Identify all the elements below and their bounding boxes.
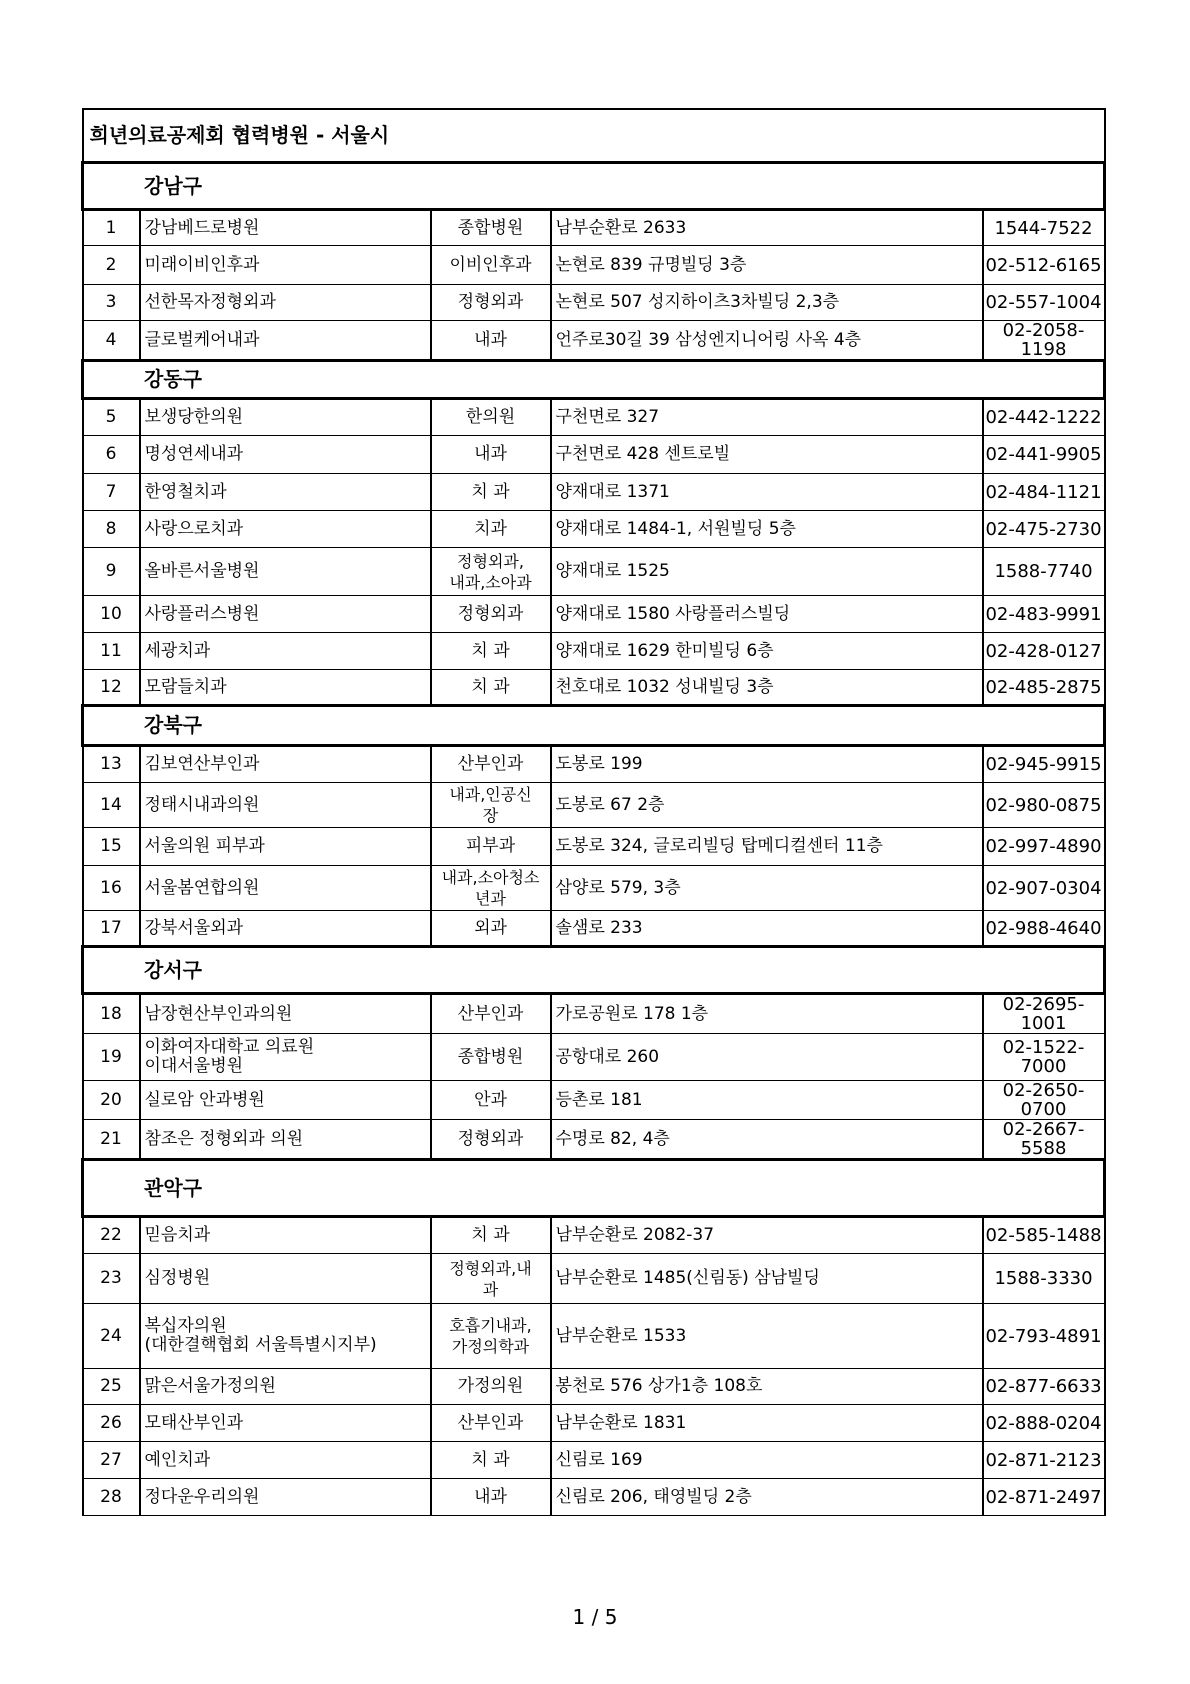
phone: 02-483-9991 [983,596,1105,633]
phone: 02-2695-1001 [983,994,1105,1034]
district-name: 강동구 [83,361,1105,399]
address: 양재대로 1525 [551,548,983,596]
phone: 02-441-9905 [983,436,1105,474]
row-number: 11 [83,633,140,670]
row-number: 24 [83,1304,140,1369]
table-row [83,828,1105,866]
address: 논현로 839 규명빌딩 3층 [551,246,983,285]
row-number: 18 [83,994,140,1034]
phone: 02-428-0127 [983,633,1105,670]
address: 천호대로 1032 성내빌딩 3층 [551,670,983,706]
table-row [83,1217,1105,1254]
table-row [83,548,1105,596]
hospital-name: 정태시내과의원 [140,783,431,828]
department: 종합병원 [431,1034,551,1081]
phone: 02-475-2730 [983,511,1105,548]
hospital-name: 이화여자대학교 의료원 이대서울병원 [140,1034,431,1081]
hospital-name: 강북서울외과 [140,911,431,947]
department: 안과 [431,1081,551,1120]
address: 공항대로 260 [551,1034,983,1081]
hospital-name: 김보연산부인과 [140,746,431,783]
phone: 02-871-2497 [983,1479,1105,1516]
hospital-name: 맑은서울가정의원 [140,1369,431,1405]
phone: 02-512-6165 [983,246,1105,285]
phone: 02-997-4890 [983,828,1105,866]
address: 솔샘로 233 [551,911,983,947]
row-number: 27 [83,1442,140,1479]
phone: 02-485-2875 [983,670,1105,706]
hospital-name: 참조은 정형외과 의원 [140,1120,431,1160]
phone: 02-1522-7000 [983,1034,1105,1081]
address: 양재대로 1629 한미빌딩 6층 [551,633,983,670]
address: 삼양로 579, 3층 [551,866,983,911]
row-number: 1 [83,210,140,246]
phone: 02-2650-0700 [983,1081,1105,1120]
district-name: 강북구 [83,706,1105,746]
table-row [83,399,1105,436]
hospital-name: 강남베드로병원 [140,210,431,246]
table-row [83,1254,1105,1304]
department: 산부인과 [431,1405,551,1442]
row-number: 20 [83,1081,140,1120]
table-row [83,1120,1105,1160]
hospital-name: 서울의원 피부과 [140,828,431,866]
title-row [83,109,1105,163]
row-number: 23 [83,1254,140,1304]
address: 남부순환로 2633 [551,210,983,246]
address: 수명로 82, 4층 [551,1120,983,1160]
row-number: 26 [83,1405,140,1442]
hospital-name: 보생당한의원 [140,399,431,436]
address: 도봉로 324, 글로리빌딩 탑메디컬센터 11층 [551,828,983,866]
district-header [83,1160,1105,1217]
table-row [83,1034,1105,1081]
row-number: 5 [83,399,140,436]
hospital-name: 사랑으로치과 [140,511,431,548]
address: 가로공원로 178 1층 [551,994,983,1034]
row-number: 16 [83,866,140,911]
hospital-name: 올바른서울병원 [140,548,431,596]
department: 정형외과,내 과 [431,1254,551,1304]
table-row [83,994,1105,1034]
table-row [83,1442,1105,1479]
department: 치 과 [431,1217,551,1254]
department: 한의원 [431,399,551,436]
table-row [83,210,1105,246]
row-number: 2 [83,246,140,285]
department: 내과 [431,436,551,474]
address: 언주로30길 39 삼성엔지니어링 사옥 4층 [551,321,983,361]
hospital-name: 모람들치과 [140,670,431,706]
address: 남부순환로 1533 [551,1304,983,1369]
phone: 02-988-4640 [983,911,1105,947]
department: 치 과 [431,633,551,670]
district-name: 강서구 [83,947,1105,994]
table-row [83,596,1105,633]
table-row [83,511,1105,548]
table-row [83,783,1105,828]
row-number: 12 [83,670,140,706]
phone: 02-871-2123 [983,1442,1105,1479]
table-row [83,1405,1105,1442]
row-number: 19 [83,1034,140,1081]
department: 정형외과 [431,1120,551,1160]
department: 내과 [431,321,551,361]
table-row [83,911,1105,947]
hospital-name: 믿음치과 [140,1217,431,1254]
row-number: 13 [83,746,140,783]
row-number: 25 [83,1369,140,1405]
address: 도봉로 67 2층 [551,783,983,828]
phone: 02-585-1488 [983,1217,1105,1254]
district-header [83,361,1105,399]
phone: 02-907-0304 [983,866,1105,911]
phone: 02-2667-5588 [983,1120,1105,1160]
address: 봉천로 576 상가1층 108호 [551,1369,983,1405]
department: 외과 [431,911,551,947]
address: 신림로 206, 태영빌딩 2층 [551,1479,983,1516]
phone: 02-980-0875 [983,783,1105,828]
address: 양재대로 1371 [551,474,983,511]
row-number: 28 [83,1479,140,1516]
department: 내과 [431,1479,551,1516]
address: 신림로 169 [551,1442,983,1479]
address: 양재대로 1484-1, 서원빌딩 5층 [551,511,983,548]
table-row [83,246,1105,285]
address: 남부순환로 1485(신림동) 삼남빌딩 [551,1254,983,1304]
table-row [83,1081,1105,1120]
row-number: 22 [83,1217,140,1254]
department: 치 과 [431,474,551,511]
district-name: 관악구 [83,1160,1105,1217]
page-number: 1 / 5 [572,1605,618,1629]
hospital-name: 정다운우리의원 [140,1479,431,1516]
district-name: 강남구 [83,163,1105,210]
hospital-name: 선한목자정형외과 [140,285,431,321]
row-number: 7 [83,474,140,511]
department: 정형외과 [431,285,551,321]
address: 구천면로 428 센트로빌 [551,436,983,474]
page-title: 희년의료공제회 협력병원 - 서울시 [83,109,1105,163]
row-number: 10 [83,596,140,633]
phone: 02-793-4891 [983,1304,1105,1369]
table-row [83,285,1105,321]
department: 산부인과 [431,746,551,783]
department: 종합병원 [431,210,551,246]
phone: 02-557-1004 [983,285,1105,321]
row-number: 4 [83,321,140,361]
address: 논현로 507 성지하이츠3차빌딩 2,3층 [551,285,983,321]
table-row [83,670,1105,706]
row-number: 8 [83,511,140,548]
address: 등촌로 181 [551,1081,983,1120]
row-number: 9 [83,548,140,596]
phone: 1588-7740 [983,548,1105,596]
phone: 02-2058-1198 [983,321,1105,361]
department: 내과,소아청소 년과 [431,866,551,911]
hospital-name: 모태산부인과 [140,1405,431,1442]
district-header [83,163,1105,210]
row-number: 6 [83,436,140,474]
row-number: 17 [83,911,140,947]
department: 호흡기내과, 가정의학과 [431,1304,551,1369]
hospital-name: 실로암 안과병원 [140,1081,431,1120]
district-header [83,706,1105,746]
department: 치과 [431,511,551,548]
row-number: 3 [83,285,140,321]
address: 도봉로 199 [551,746,983,783]
address: 남부순환로 2082-37 [551,1217,983,1254]
hospital-name: 세광치과 [140,633,431,670]
department: 치 과 [431,1442,551,1479]
department: 정형외과, 내과,소아과 [431,548,551,596]
phone: 02-877-6633 [983,1369,1105,1405]
department: 이비인후과 [431,246,551,285]
hospital-table [81,108,1106,1516]
department: 정형외과 [431,596,551,633]
phone: 02-484-1121 [983,474,1105,511]
row-number: 21 [83,1120,140,1160]
department: 치 과 [431,670,551,706]
table-row [83,1369,1105,1405]
table-row [83,321,1105,361]
department: 가정의원 [431,1369,551,1405]
hospital-name: 글로벌케어내과 [140,321,431,361]
hospital-name: 사랑플러스병원 [140,596,431,633]
address: 구천면로 327 [551,399,983,436]
department: 산부인과 [431,994,551,1034]
phone: 1544-7522 [983,210,1105,246]
table-row [83,866,1105,911]
district-header [83,947,1105,994]
hospital-name: 명성연세내과 [140,436,431,474]
phone: 02-945-9915 [983,746,1105,783]
department: 내과,인공신 장 [431,783,551,828]
hospital-name: 한영철치과 [140,474,431,511]
table-row [83,746,1105,783]
hospital-name: 미래이비인후과 [140,246,431,285]
table-row [83,633,1105,670]
table-row [83,436,1105,474]
address: 남부순환로 1831 [551,1405,983,1442]
phone: 1588-3330 [983,1254,1105,1304]
hospital-name: 심정병원 [140,1254,431,1304]
phone: 02-442-1222 [983,399,1105,436]
phone: 02-888-0204 [983,1405,1105,1442]
hospital-name: 서울봄연합의원 [140,866,431,911]
hospital-name: 예인치과 [140,1442,431,1479]
table-row [83,1479,1105,1516]
table-row [83,474,1105,511]
row-number: 14 [83,783,140,828]
table-row [83,1304,1105,1369]
row-number: 15 [83,828,140,866]
department: 피부과 [431,828,551,866]
hospital-name: 남장현산부인과의원 [140,994,431,1034]
address: 양재대로 1580 사랑플러스빌딩 [551,596,983,633]
hospital-name: 복십자의원 (대한결핵협회 서울특별시지부) [140,1304,431,1369]
